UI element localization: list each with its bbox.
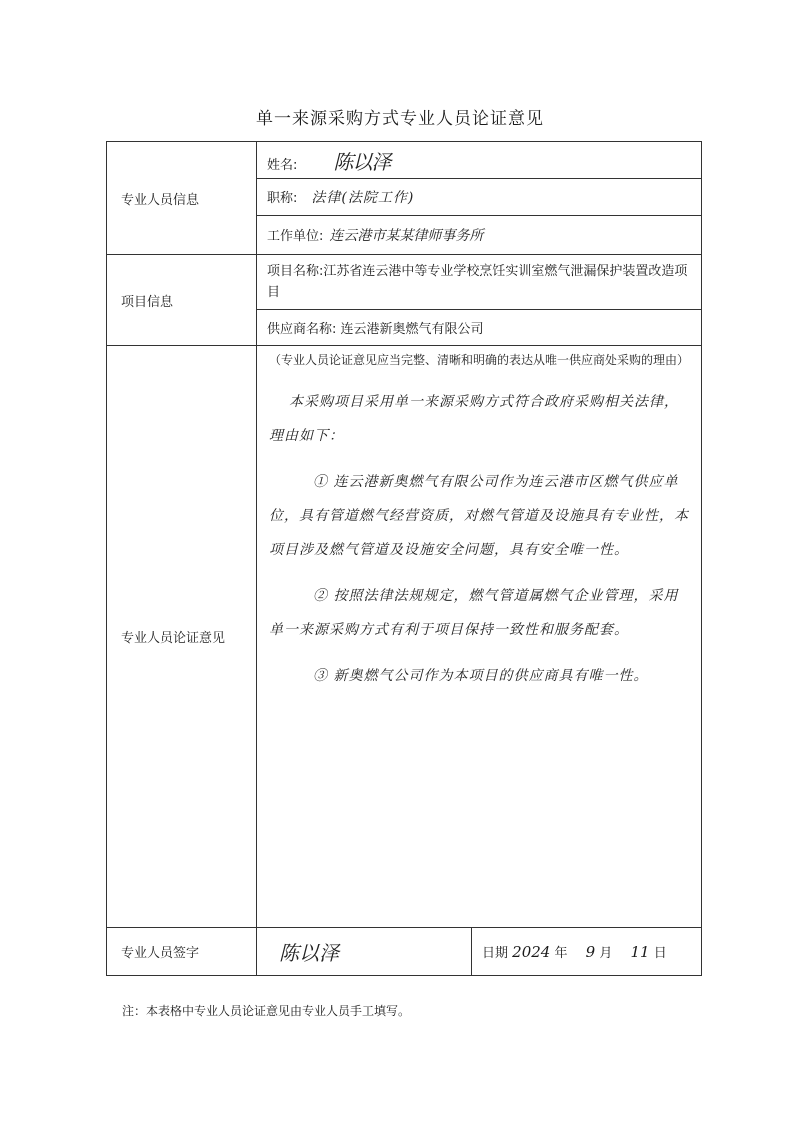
- opinion-content: [257, 346, 702, 928]
- footnote: 注：本表格中专业人员论证意见由专业人员手工填写。: [122, 1004, 411, 1018]
- title-label: 职称:: [267, 191, 298, 206]
- unit-label: 工作单位:: [267, 229, 324, 244]
- signature-handwritten: 陈以泽: [279, 941, 339, 965]
- opinion-label: 专业人员论证意见: [107, 346, 257, 928]
- personnel-info-label: 专业人员信息: [107, 142, 257, 255]
- name-handwritten: 陈以泽: [333, 149, 391, 174]
- opinion-handwritten-body: [269, 385, 691, 693]
- name-label: 姓名:: [267, 157, 298, 173]
- project-info-label: 项目信息: [107, 255, 257, 346]
- date-year: 2024: [512, 943, 551, 961]
- opinion-form-table: [106, 141, 702, 976]
- unit-handwritten: 连云港市某某律师事务所: [329, 228, 484, 244]
- document-title: 单一来源采购方式专业人员论证意见: [256, 109, 544, 129]
- opinion-item-1: ① 连云港新奥燃气有限公司作为连云港市区燃气供应单位，具有管道燃气经营资质，对燃气管道及设施具有专业性，本项目涉及燃气管道及设施安全问题，具有安全唯一性。: [269, 474, 689, 558]
- date-day-unit: 日: [653, 946, 667, 961]
- signature-label: 专业人员签字: [107, 928, 257, 976]
- project-name: 项目名称:江苏省连云港中等专业学校烹饪实训室燃气泄漏保护装置改造项目: [257, 255, 702, 310]
- date-month: 9: [585, 943, 596, 961]
- opinion-intro: 本采购项目采用单一来源采购方式符合政府采购相关法律，理由如下：: [269, 394, 679, 444]
- unit-row: [257, 216, 702, 255]
- date-cell: [472, 928, 702, 976]
- date-year-unit: 年: [554, 946, 568, 961]
- opinion-instruction: （专业人员论证意见应当完整、清晰和明确的表达从唯一供应商处采购的理由）: [269, 353, 690, 367]
- signature-cell: [257, 928, 472, 976]
- title-handwritten: 法律(法院工作): [311, 190, 415, 206]
- date-month-unit: 月: [599, 946, 613, 961]
- date-label: 日期: [482, 946, 509, 961]
- opinion-item-3: ③ 新奥燃气公司作为本项目的供应商具有唯一性。: [313, 668, 649, 684]
- name-row: [257, 142, 702, 179]
- opinion-item-2: ② 按照法律法规规定，燃气管道属燃气企业管理，采用单一来源采购方式有利于项目保持一致性和服务配套。: [269, 588, 679, 638]
- title-row: [257, 179, 702, 216]
- date-day: 11: [630, 943, 650, 961]
- supplier-name: 供应商名称: 连云港新奥燃气有限公司: [257, 310, 702, 346]
